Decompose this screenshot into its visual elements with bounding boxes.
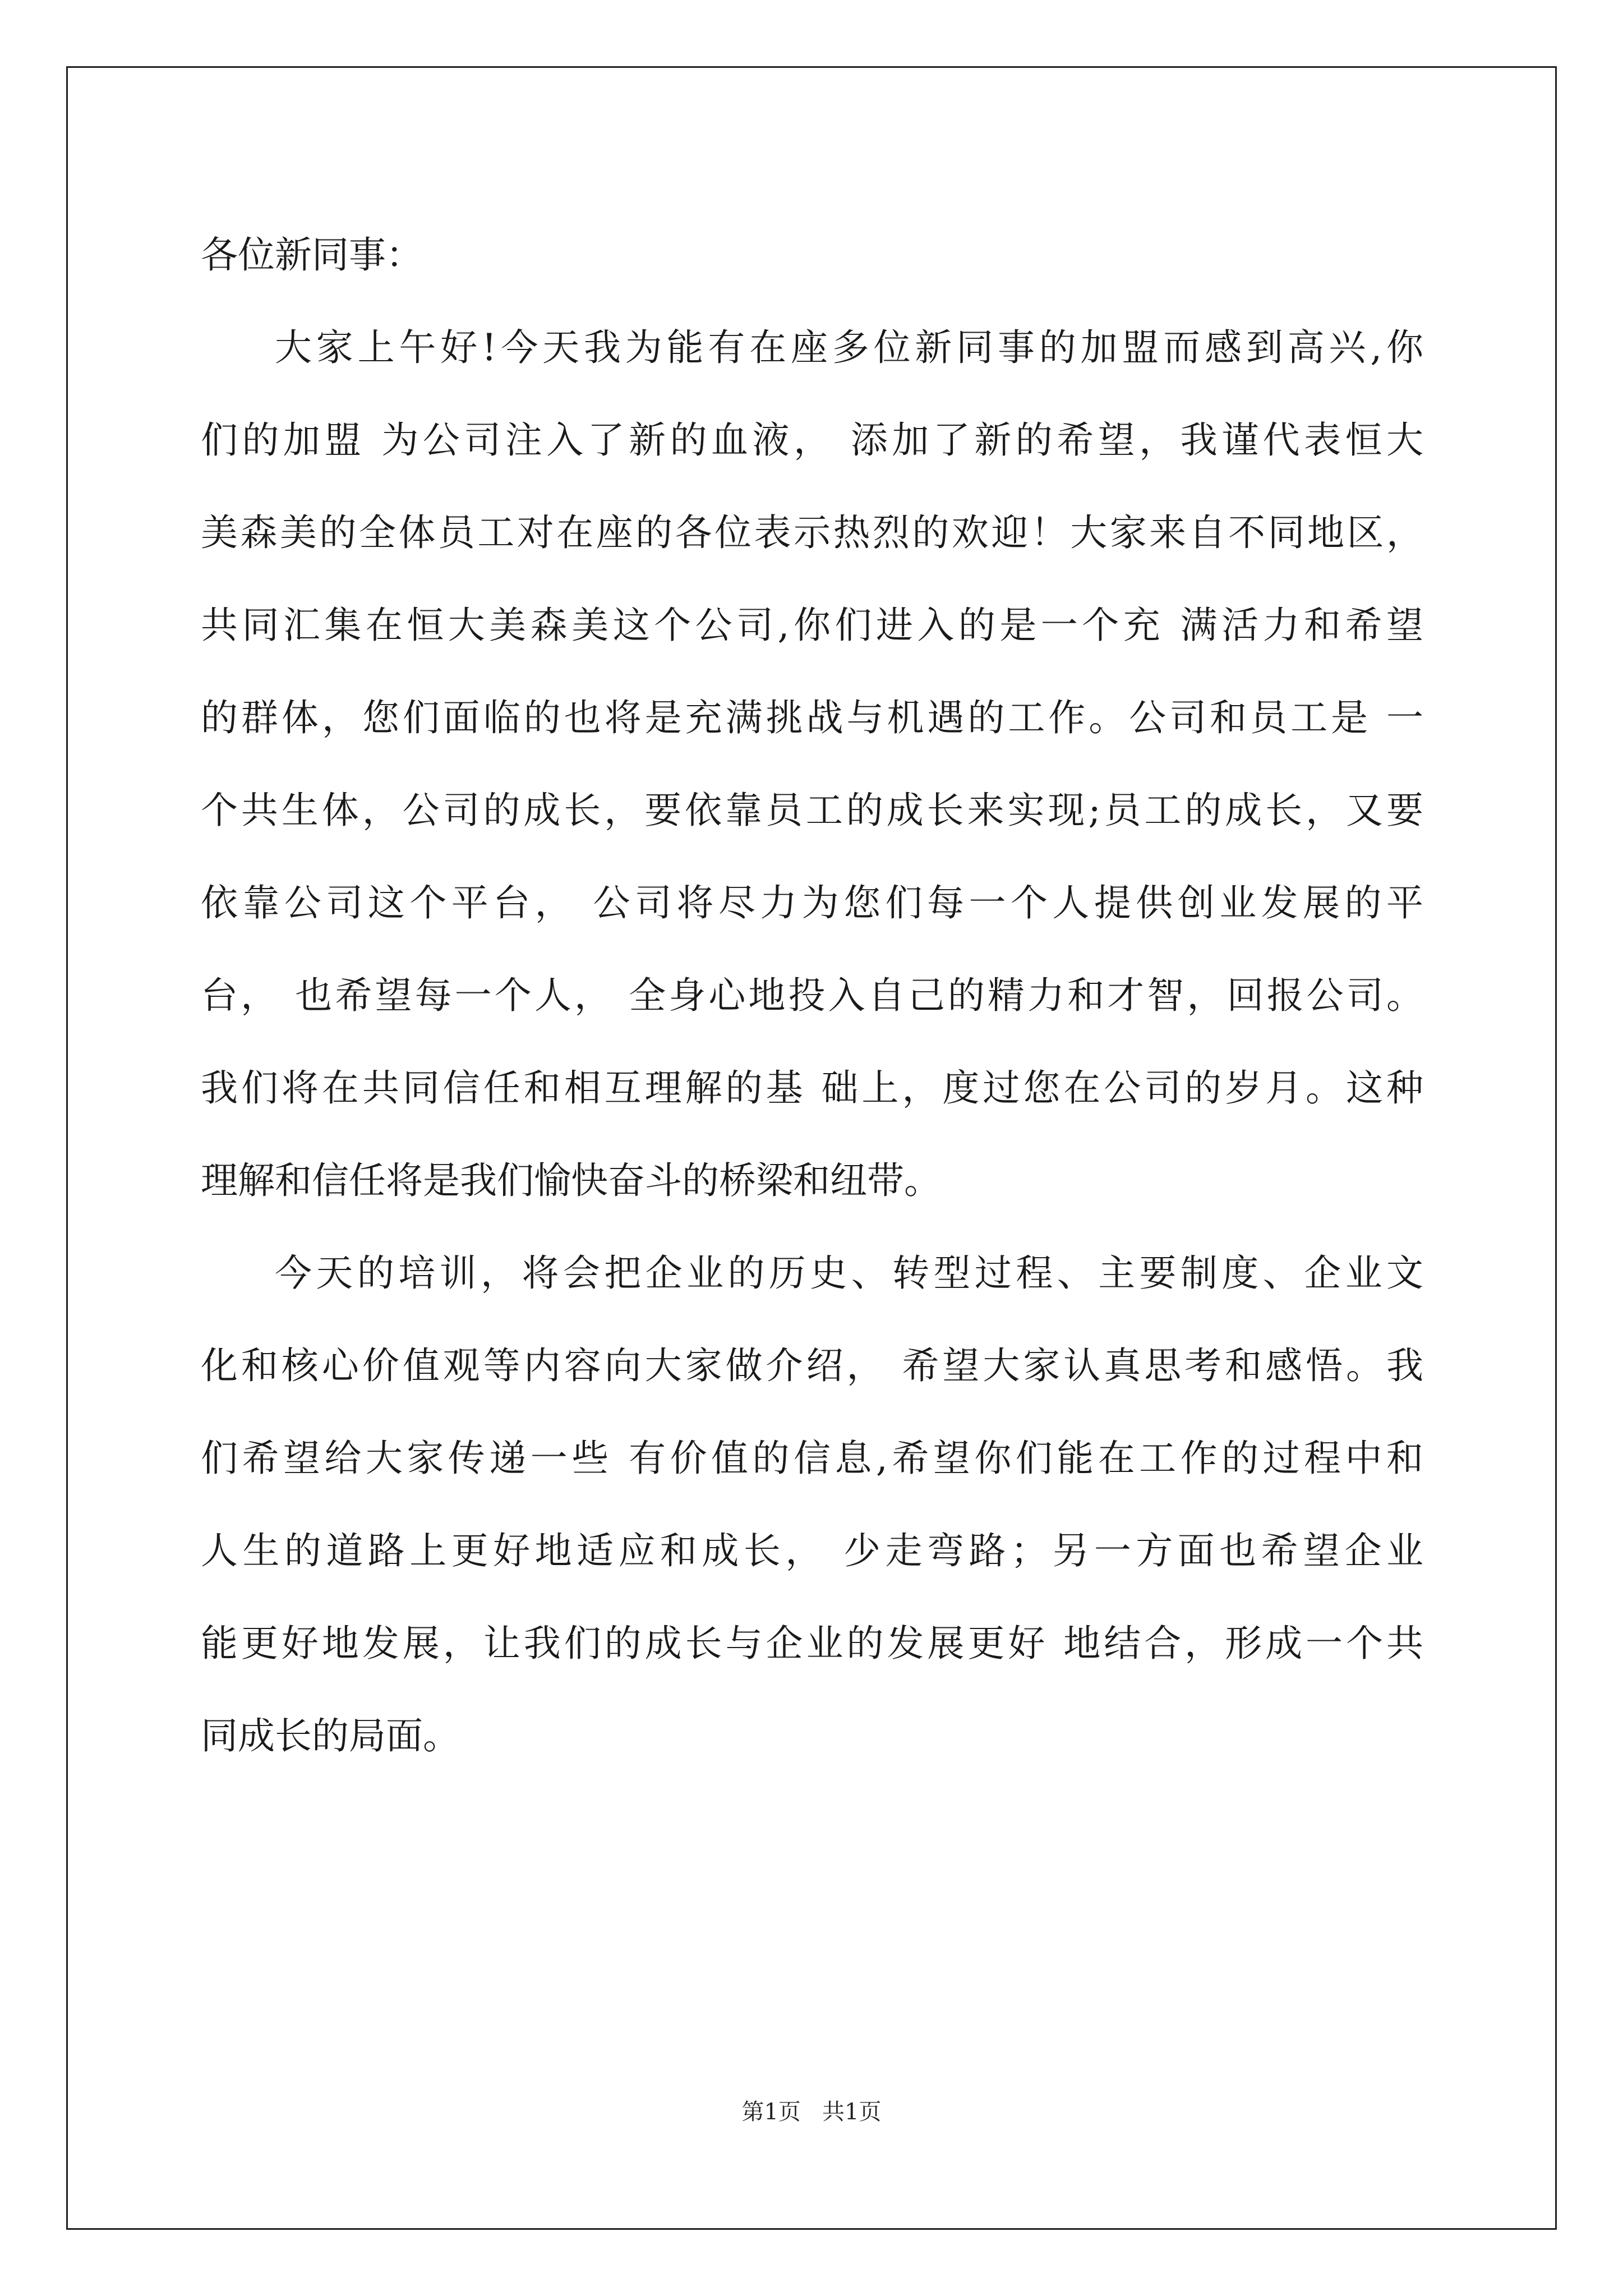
paragraph-line: 能更好地发展，让我们的成长与企业的发展更好 地结合，形成一个共 <box>201 1622 1423 1665</box>
paragraph-line: 的群体，您们面临的也将是充满挑战与机遇的工作。公司和员工是 一 <box>201 696 1423 739</box>
paragraph-line: 们希望给大家传递一些 有价值的信息,希望你们能在工作的过程中和 <box>201 1437 1423 1480</box>
paragraph-line: 化和核心价值观等内容向大家做介绍， 希望大家认真思考和感悟。我 <box>201 1344 1423 1387</box>
paragraph-line: 个共生体，公司的成长，要依靠员工的成长来实现;员工的成长，又要 <box>201 789 1423 832</box>
page-number-footer: 第1页 共1页 <box>741 2099 882 2125</box>
paragraph-line: 们的加盟 为公司注入了新的血液， 添加了新的希望，我谨代表恒大 <box>201 418 1423 462</box>
paragraph-training <box>201 1227 1423 1782</box>
paragraph-line: 我们将在共同信任和相互理解的基 础上，度过您在公司的岁月。这种 <box>201 1066 1423 1110</box>
paragraph-line: 依靠公司这个平台， 公司将尽力为您们每一个人提供创业发展的平 <box>201 881 1423 924</box>
salutation: 各位新同事： <box>201 233 423 277</box>
document-body <box>201 209 1423 1782</box>
paragraph-line: 理解和信任将是我们愉快奋斗的桥梁和纽带。 <box>201 1159 941 1202</box>
paragraph-line: 台， 也希望每一个人， 全身心地投入自己的精力和才智，回报公司。 <box>201 974 1423 1017</box>
paragraph-line: 人生的道路上更好地适应和成长， 少走弯路；另一方面也希望企业 <box>201 1529 1423 1572</box>
paragraph-line: 大家上午好!今天我为能有在座多位新同事的加盟而感到高兴,你 <box>275 326 1423 369</box>
paragraph-line: 美森美的全体员工对在座的各位表示热烈的欢迎！大家来自不同地区， <box>201 511 1423 554</box>
paragraph-line: 今天的培训，将会把企业的历史、转型过程、主要制度、企业文 <box>275 1251 1423 1295</box>
paragraph-line: 同成长的局面。 <box>201 1714 460 1757</box>
paragraph-line: 共同汇集在恒大美森美这个公司,你们进入的是一个充 满活力和希望 <box>201 604 1423 647</box>
paragraph-welcome <box>201 301 1423 1227</box>
